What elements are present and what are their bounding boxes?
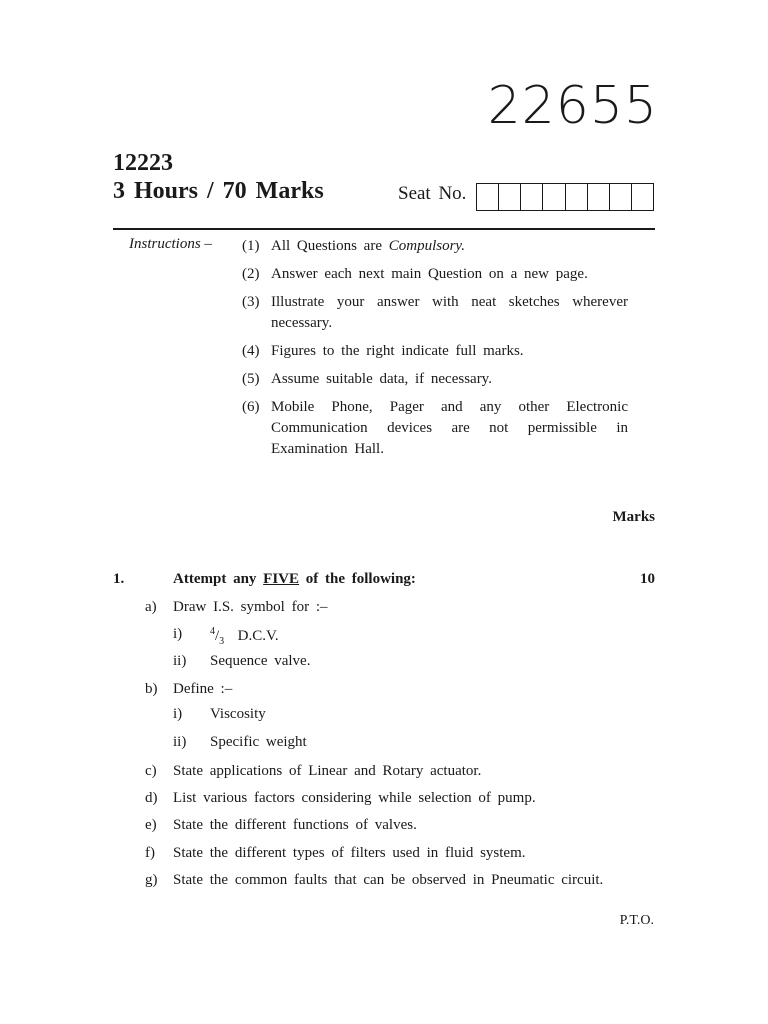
part-text: State applications of Linear and Rotary actuator. xyxy=(173,763,482,779)
part-text: List various factors considering while selection of pump. xyxy=(173,790,536,806)
seat-box xyxy=(477,184,499,210)
instruction-item xyxy=(242,292,628,334)
instruction-text: Figures to the right indicate full marks. xyxy=(271,343,524,359)
question-text-part: of the following: xyxy=(299,571,416,587)
duration-marks: 3 Hours / 70 Marks xyxy=(113,178,324,204)
part-text: State the different functions of valves. xyxy=(173,817,417,833)
instruction-item xyxy=(242,236,628,257)
subpart-text-part: D.C.V. xyxy=(237,628,279,644)
question-subpart xyxy=(173,734,307,751)
instruction-text xyxy=(271,236,628,257)
seat-box xyxy=(521,184,543,210)
subpart-label: ii) xyxy=(173,734,187,750)
instructions-list xyxy=(242,236,628,467)
instructions-label: Instructions – xyxy=(129,236,212,252)
instruction-item xyxy=(242,397,628,460)
instruction-number: (3) xyxy=(242,294,260,310)
fraction-numerator: 4 xyxy=(210,626,215,637)
instruction-number: (5) xyxy=(242,371,260,387)
instruction-number: (4) xyxy=(242,343,260,359)
subpart-label: ii) xyxy=(173,653,187,669)
fraction-denominator: 3 xyxy=(219,636,225,647)
part-label: a) xyxy=(145,599,157,615)
seat-number-boxes xyxy=(476,183,654,211)
subpart-text: Sequence valve. xyxy=(210,653,311,669)
instruction-text: Mobile Phone, Pager and any other Electronic Communication devices are not permissible in Examination Hall. xyxy=(271,399,628,457)
question-part-g xyxy=(145,870,611,891)
question-part-c xyxy=(145,761,611,782)
question-part-e xyxy=(145,815,611,836)
subject-code: 12223 xyxy=(113,150,173,176)
instruction-item xyxy=(242,341,628,362)
part-label: e) xyxy=(145,817,157,833)
instruction-number: (2) xyxy=(242,266,260,282)
seat-box xyxy=(543,184,565,210)
part-label: c) xyxy=(145,763,157,779)
part-label: d) xyxy=(145,790,158,806)
seat-box xyxy=(588,184,610,210)
question-part-a xyxy=(145,597,611,618)
question-text-part: Attempt any xyxy=(173,571,264,587)
subpart-text: Viscosity xyxy=(210,706,266,722)
header-divider xyxy=(113,228,655,230)
part-label: f) xyxy=(145,845,155,861)
question-subpart xyxy=(173,626,279,647)
instruction-text: Illustrate your answer with neat sketches wherever necessary. xyxy=(271,294,628,331)
question-part-d xyxy=(145,788,611,809)
seat-number-label: Seat No. xyxy=(398,183,467,204)
question-number: 1. xyxy=(113,571,125,587)
subpart-text: Specific weight xyxy=(210,734,307,750)
instruction-text-italic: Compulsory. xyxy=(388,238,465,254)
question-text xyxy=(173,571,416,588)
instruction-item xyxy=(242,369,628,390)
subpart-text: $^4/_3$ D.C.V. xyxy=(210,626,279,647)
question-subpart xyxy=(173,706,266,723)
part-text: Define :– xyxy=(173,681,233,697)
marks-column-heading: Marks xyxy=(612,509,655,525)
instruction-number: (1) xyxy=(242,238,260,254)
question-part-b xyxy=(145,679,611,700)
instruction-item xyxy=(242,264,628,285)
subpart-label: i) xyxy=(173,706,183,722)
instruction-text: Assume suitable data, if necessary. xyxy=(271,371,492,387)
part-text: Draw I.S. symbol for :– xyxy=(173,599,328,615)
please-turn-over: P.T.O. xyxy=(619,913,654,928)
seat-box xyxy=(499,184,521,210)
part-text: State the common faults that can be observed in Pneumatic circuit. xyxy=(173,872,604,888)
part-label: g) xyxy=(145,872,158,888)
seat-box xyxy=(610,184,632,210)
part-label: b) xyxy=(145,681,158,697)
question-marks: 10 xyxy=(640,571,655,587)
instruction-number: (6) xyxy=(242,399,260,415)
instruction-text: Answer each next main Question on a new page. xyxy=(271,266,588,282)
paper-code: 22655 xyxy=(487,76,658,136)
question-text-emphasis: FIVE xyxy=(263,571,299,587)
question-part-f xyxy=(145,843,611,864)
question-subpart xyxy=(173,653,310,670)
part-text: State the different types of filters used in fluid system. xyxy=(173,845,526,861)
instruction-text-part: All Questions are xyxy=(271,238,389,254)
subpart-label: i) xyxy=(173,626,183,642)
seat-box xyxy=(632,184,653,210)
seat-box xyxy=(566,184,588,210)
